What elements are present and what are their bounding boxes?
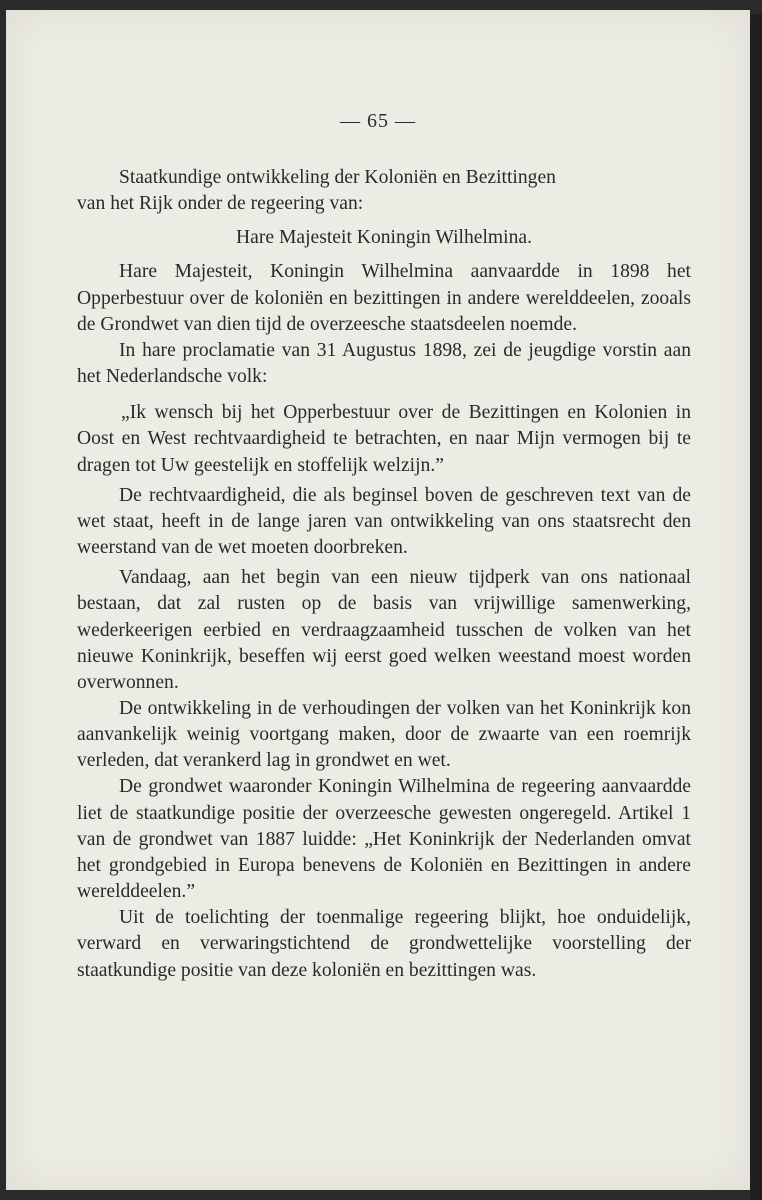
- paragraph-3: De rechtvaardigheid, die als beginsel boven de geschreven text van de wet staat, heeft in de lange jaren van ontwikkeling van ons staatsrecht den weerstand van de wet moeten doorbreken.: [77, 484, 691, 559]
- paragraph-1: Hare Majesteit, Koningin Wilhelmina aanvaardde in 1898 het Opperbestuur over de koloniën en bezittingen in andere werelddeelen, zooals de Grondwet van dien tijd de overzeesche staatsdeelen noemde.: [77, 261, 691, 335]
- page-edge-shadow: [750, 14, 762, 1200]
- paragraph-7: Uit de toelichting der toenmalige regeering blijkt, hoe onduidelijk, verward en verwaringstichtend de grondwettelijke voorstelling der staatkundige positie van deze koloniën en bezittingen was.: [77, 907, 691, 981]
- section-subtitle: Hare Majesteit Koningin Wilhelmina.: [236, 227, 532, 249]
- book-page: [6, 10, 750, 1190]
- page-number: — 65 —: [340, 110, 416, 132]
- section-title-line-1: Staatkundige ontwikkeling der Koloniën en Bezittingen: [119, 167, 556, 188]
- proclamation-quote: „Ik wensch bij het Opperbestuur over de Bezittingen en Kolonien in Oost en West rechtvaardigheid te betrachten, en naar Mijn vermogen bij te dragen tot Uw geestelijk en stoffelijk welzijn.”: [77, 402, 691, 476]
- page-body: [77, 165, 691, 984]
- paragraph-6: De grondwet waaronder Koningin Wilhelmina de regeering aanvaardde liet de staatkundige positie der overzeesche gewesten ongeregeld. Artikel 1 van de grondwet van 1887 luidde: „Het Koninkrijk der Nederlanden omvat het grondgebied in Europa benevens de Koloniën en Bezittingen in andere werelddeelen.”: [77, 776, 691, 903]
- paragraph-2: In hare proclamatie van 31 Augustus 1898, zei de jeugdige vorstin aan het Nederlandsche volk:: [77, 339, 691, 388]
- section-title-line-2: van het Rijk onder de regeering van:: [77, 193, 364, 215]
- paragraph-5: De ontwikkeling in de verhoudingen der volken van het Koninkrijk kon aanvankelijk weinig voortgang maken, door de zwaarte van een roemrijk verleden, dat verankerd lag in grondwet en wet.: [77, 697, 691, 772]
- paragraph-4: Vandaag, aan het begin van een nieuw tijdperk van ons nationaal bestaan, dat zal rusten op de basis van vrijwillige samenwerking, wederkeerigen eerbied en verdraagzaamheid tusschen de volken van het nieuwe Koninkrijk, beseffen wij eerst goed welken weestand moest worden overwonnen.: [77, 567, 691, 693]
